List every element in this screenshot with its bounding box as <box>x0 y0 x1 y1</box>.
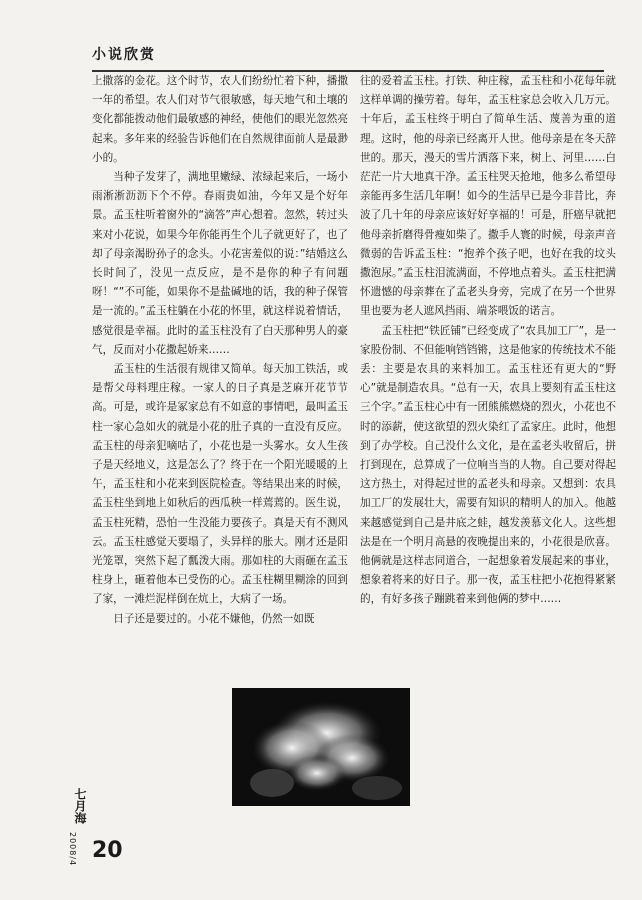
paragraph: 孟玉柱把“铁匠铺”已经变成了“农具加工厂”，是一家股份制、不但能响铛铛锵，这是他家的传统技术不能丢：主要是农具的来料加工。孟玉柱还有更大的“野心”就是制造农具。“总有一天，农具上要刻有孟玉柱这三个字。”孟玉柱心中有一团熊熊燃烧的烈火，小花也不时的添薪，使这欲望的烈火染红了孟家庄。此时，他想到了办学校。自己没什么文化，是在孟老头收留后，拼打到现在，总算成了一位响当当的人物。自己要对得起这方热土，对得起过世的孟老头和母亲。又想到：农具加工厂的发展壮大，需要有知识的精明人的加入。他越来越感觉到自己是井底之蛙，越发羡慕文化人。这些想法是在一个明月高悬的夜晚提出来的，小花很是欣喜。他俩就是这样志同道合，一起想象着发展起来的事业，想象着将来的好日子。那一夜，孟玉柱把小花抱得紧紧的，有好多孩子蹦跳着来到他俩的梦中…… <box>360 324 616 606</box>
issue-label: 2008/4 <box>68 832 77 867</box>
smoke-photo <box>232 688 410 806</box>
page-header <box>92 40 604 72</box>
smoke-photo-icon <box>232 688 410 806</box>
paragraph: 日子还是要过的。小花不嫌他，仍然一如既 <box>113 612 315 625</box>
paragraph: 孟玉柱的生活很有规律又简单。每天加工铁活，或是帮父母料理庄稼。一家人的日子真是芝麻开花节节高。可是，或许是冢家总有不如意的事情吧，最叫孟玉柱一家心急如火的就是小花的肚子真的一直没有反应。孟玉柱的母亲犯嘀咕了，小花也是一头雾水。女人生孩子是天经地义，这是怎么了？终于在一个阳光暖暖的上午，孟玉柱和小花来到医院检查。等结果出来的时候，孟玉柱坐到地上如秋后的西瓜秧一样蔫蔫的。医生说，孟玉柱死精，恐怕一生没能力要孩子。真是天有不测风云。孟玉柱感觉天要塌了，头异样的胀大。刚才还是阳光笼罩，突然下起了瓢泼大雨。那如柱的大雨砸在孟玉柱身上，砸着他本已受伤的心。孟玉柱糊里糊涂的回到了家，一滩烂泥样倒在炕上，大病了一场。 <box>92 363 348 606</box>
page-number: 20 <box>92 838 123 863</box>
paragraph: 当种子发芽了，满地里嫩绿、浓绿起来后，一场小雨淅淅沥沥下个不停。春雨贵如油，今年又是个好年景。孟玉柱听着窗外的“滴答”声心想着。忽然，转过头来对小花说，如果今年你能再生个儿子就更好了，也了却了母亲渴盼孙子的念头。小花害羞似的说：”结婚这么长时间了，没见一点反应，是不是你的种子有问题呀！“”不可能，如果你不是盐碱地的话，我的种子保管是一流的。”孟玉柱躺在小花的怀里，就这样说着情话，感觉很是幸福。此时的孟玉柱没有了白天那种男人的豪气，反而对小花撒起娇来…… <box>92 171 348 356</box>
magazine-logo: 七月海 <box>73 788 87 824</box>
right-column <box>360 72 616 610</box>
paragraph: 往的爱着孟玉柱。打铁、种庄稼，孟玉柱和小花每年就这样单调的操劳着。每年，孟玉柱家总会收入几万元。十年后，孟玉柱终于明白了简单生活、蔑善为重的道理。这时，他的母亲已经离开人世。他母亲是在冬天辞世的。那天，漫天的雪片洒落下来，树上、河里……白茫茫一片大地真干净。孟玉柱哭天抢地，他多么希望母亲能再多生活几年啊！如今的生活早已是今非昔比，奔波了几十年的母亲应该好好享福的！可是，肝癌早就把他母亲折磨得骨瘦如柴了。撒手人寰的时候，母亲声音微弱的告诉孟玉柱：“抱养个孩子吧，也好在我的坟头撒泡尿。”孟玉柱泪流满面，不停地点着头。孟玉柱把满怀遗憾的母亲葬在了孟老头身旁，完成了在另一个世界里也要为老人遮风挡雨、端茶喂饭的诺言。 <box>360 75 616 318</box>
section-title: 小说欣赏 <box>92 47 156 63</box>
paragraph: 上撒落的金花。这个时节，农人们纷纷忙着下种，播撒一年的希望。农人们对节气很敏感，每天地气和土壤的变化都能拨动他们最敏感的神经，使他们的眼光忽然亮起来。多年来的经验告诉他们在自然规律面前人是最渺小的。 <box>92 75 348 164</box>
left-column <box>92 72 348 629</box>
